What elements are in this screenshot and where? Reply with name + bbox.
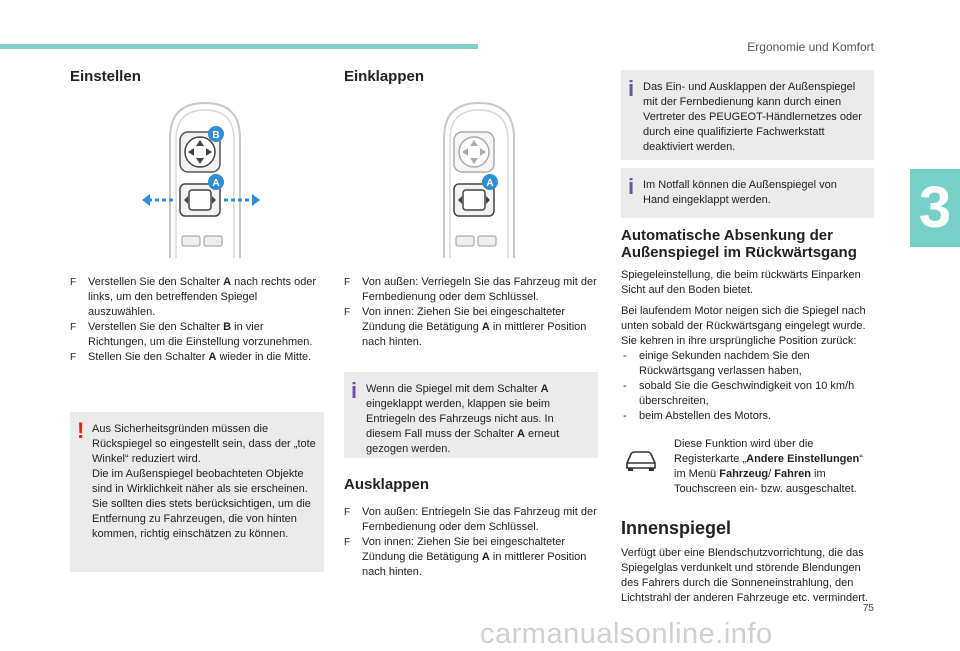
info-box-manual: i Im Notfall können die Außenspiegel von Hand eingeklappt werden. [621, 168, 874, 218]
watermark: carmanualsonline.info [480, 618, 773, 650]
innenspiegel-text: Verfügt über eine Blendschutzvorrichtung, die das Spiegelglas verdunkelt und störende Blendungen des Fahrers durch die Sonneneinstrahlung, den Lichtstrahl der anderen Fahrzeuge etc. vermindert. [621, 547, 869, 604]
adjust-steps [70, 275, 324, 365]
label-b: B [212, 130, 220, 141]
info-icon: i [351, 378, 358, 403]
list-item: F Verstellen Sie den Schalter A nach rechts oder links, um den betreffenden Spiegel auszuwählen. [70, 276, 317, 318]
heading-einstellen: Einstellen [70, 68, 141, 85]
label-a: A [212, 178, 220, 189]
settings-note: Diese Funktion wird über die Registerkarte „Andere Einstellungen“ im Menü Fahrzeug/ Fahren im Touchscreen ein- bzw. ausgeschaltet. [621, 437, 874, 515]
unfold-steps [344, 505, 598, 580]
list-item: - einige Sekunden nachdem Sie den Rückwärtsgang verlassen haben, [623, 350, 810, 377]
heading-innenspiegel: Innenspiegel [621, 518, 732, 538]
list-item: F Verstellen Sie den Schalter B in vier Richtungen, um die Einstellung vorzunehmen. [70, 321, 313, 348]
section-title: Ergonomie und Komfort [747, 40, 874, 54]
warning-box: ! Aus Sicherheitsgründen müssen die Rückspiegel so eingestellt sein, dass der „tote Winkel“ reduziert wird. Die im Außenspiegel beobachteten Objekte sind in Wirklichkeit näher als sie erscheinen. Sie sollten dies stets berücksichtigen, um die Entfernung zu Fahrzeugen, die von hinten kommen, richtig einschätzen zu können. [70, 412, 324, 572]
reverse-tilt-text: Spiegeleinstellung, die beim rückwärts Einparken Sicht auf den Boden bietet. Bei laufendem Motor neigen sich die Spiegel nach unten sobald der Rückwärtsgang eingelegt wurde. Sie kehren in ihre ursprüngliche Position zurück: - einige Sekunden nachdem Sie den Rückwärtsgang verlassen haben, - sobald Sie die Geschwindigkeit von 10 km/h überschreiten, - beim Abstellen des Motors. [621, 268, 874, 424]
warning-icon: ! [77, 418, 85, 443]
page-number: 75 [862, 603, 874, 614]
list-item: F Von innen: Ziehen Sie bei eingeschalteter Zündung die Betätigung A in mittlerer Position nach hinten. [344, 306, 587, 348]
list-item: F Von innen: Ziehen Sie bei eingeschalteter Zündung die Betätigung A in mittlerer Position nach hinten. [344, 536, 587, 578]
heading-automatische-absenkung: Automatische Absenkung der Außenspiegel im Rückwärtsgang [621, 227, 857, 261]
list-item: F Von außen: Entriegeln Sie das Fahrzeug mit der Fernbedienung oder dem Schlüssel. [344, 506, 597, 533]
info-icon: i [628, 76, 635, 101]
info-box-fold: i Wenn die Spiegel mit dem Schalter A eingeklappt werden, klappen sie beim Entriegeln des Fahrzeugs nicht aus. In diesem Fall muss der Schalter A erneut gezogen werden. [344, 372, 598, 458]
heading-ausklappen: Ausklappen [344, 476, 430, 493]
fold-steps [344, 275, 598, 350]
heading-einklappen: Einklappen [344, 68, 425, 85]
mirror-switch-figure-adjust [140, 98, 270, 258]
header-accent-bar [0, 44, 478, 49]
list-item: F Von außen: Verriegeln Sie das Fahrzeug mit der Fernbedienung oder dem Schlüssel. [344, 276, 597, 303]
chapter-tab: 3 [910, 169, 960, 247]
info-icon: i [628, 174, 635, 199]
list-item: - beim Abstellen des Motors. [623, 410, 772, 422]
car-icon [621, 447, 661, 473]
mirror-switch-figure-fold [414, 98, 544, 258]
list-item: - sobald Sie die Geschwindigkeit von 10 km/h überschreiten, [623, 380, 855, 407]
label-a: A [486, 178, 494, 189]
info-box-remote: i Das Ein- und Ausklappen der Außenspiegel mit der Fernbedienung kann durch einen Vertreter des PEUGEOT-Händlernetzes oder durch eine qualifizierte Fachwerkstatt deaktiviert werden. [621, 70, 874, 160]
list-item: F Stellen Sie den Schalter A wieder in die Mitte. [70, 351, 312, 363]
